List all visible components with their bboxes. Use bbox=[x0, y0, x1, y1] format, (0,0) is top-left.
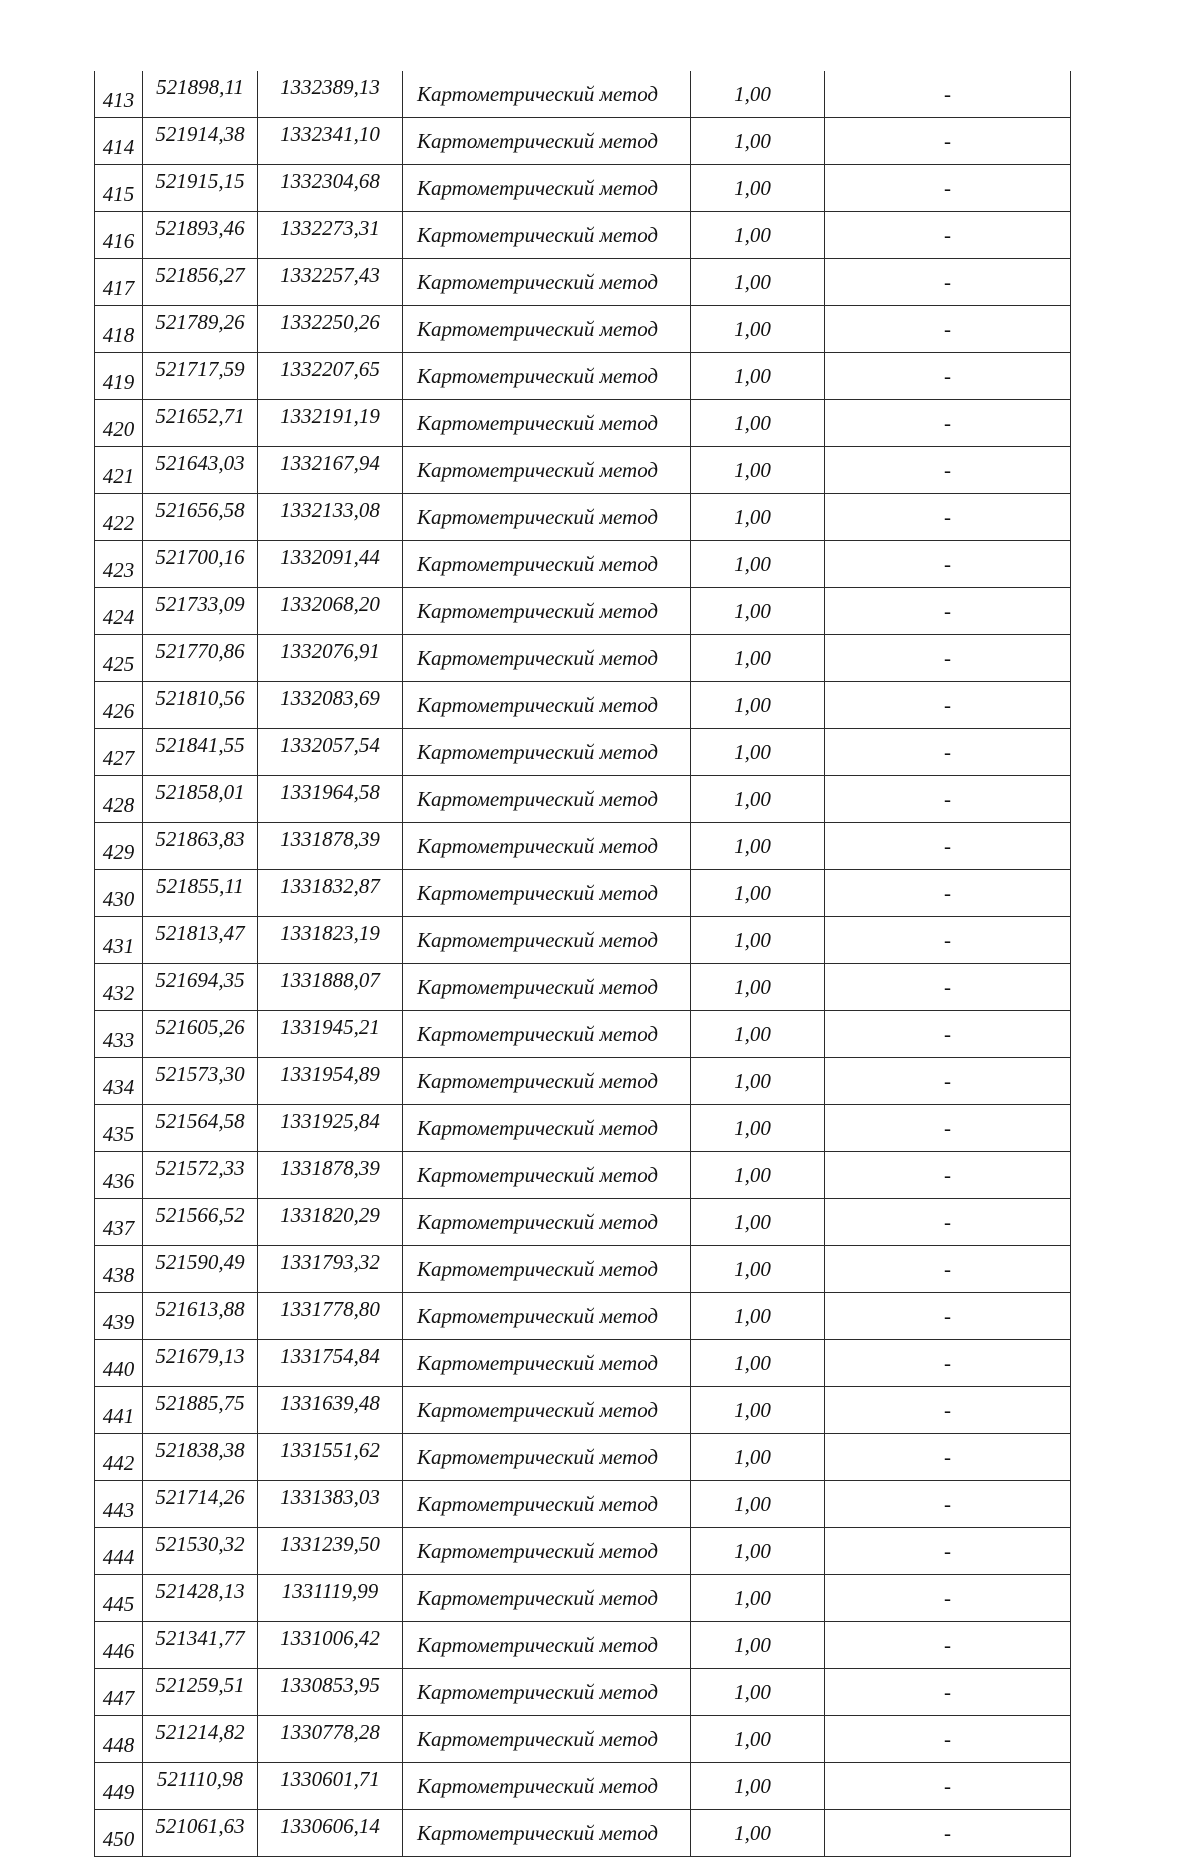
x-coordinate-cell: 521530,32 bbox=[143, 1528, 258, 1575]
y-coordinate-cell: 1331383,03 bbox=[258, 1481, 403, 1528]
point-number-cell: 432 bbox=[95, 964, 143, 1011]
y-coordinate-cell: 1331888,07 bbox=[258, 964, 403, 1011]
precision-cell: 1,00 bbox=[691, 306, 825, 353]
y-coordinate-cell: 1330778,28 bbox=[258, 1716, 403, 1763]
description-cell: - bbox=[825, 1528, 1071, 1575]
table-row bbox=[95, 870, 1071, 917]
method-cell: Картометрический метод bbox=[403, 1199, 691, 1246]
description-cell: - bbox=[825, 118, 1071, 165]
method-cell: Картометрический метод bbox=[403, 635, 691, 682]
method-cell: Картометрический метод bbox=[403, 1434, 691, 1481]
method-cell: Картометрический метод bbox=[403, 259, 691, 306]
precision-cell: 1,00 bbox=[691, 1199, 825, 1246]
precision-cell: 1,00 bbox=[691, 541, 825, 588]
method-cell: Картометрический метод bbox=[403, 776, 691, 823]
y-coordinate-cell: 1332076,91 bbox=[258, 635, 403, 682]
description-cell: - bbox=[825, 1481, 1071, 1528]
x-coordinate-cell: 521893,46 bbox=[143, 212, 258, 259]
x-coordinate-cell: 521700,16 bbox=[143, 541, 258, 588]
point-number-cell: 439 bbox=[95, 1293, 143, 1340]
precision-cell: 1,00 bbox=[691, 635, 825, 682]
table-row bbox=[95, 917, 1071, 964]
table-row bbox=[95, 1716, 1071, 1763]
precision-cell: 1,00 bbox=[691, 588, 825, 635]
x-coordinate-cell: 521813,47 bbox=[143, 917, 258, 964]
point-number-cell: 441 bbox=[95, 1387, 143, 1434]
x-coordinate-cell: 521613,88 bbox=[143, 1293, 258, 1340]
description-cell: - bbox=[825, 447, 1071, 494]
x-coordinate-cell: 521643,03 bbox=[143, 447, 258, 494]
y-coordinate-cell: 1332304,68 bbox=[258, 165, 403, 212]
y-coordinate-cell: 1331878,39 bbox=[258, 1152, 403, 1199]
table-row bbox=[95, 212, 1071, 259]
precision-cell: 1,00 bbox=[691, 1340, 825, 1387]
method-cell: Картометрический метод bbox=[403, 1152, 691, 1199]
y-coordinate-cell: 1331754,84 bbox=[258, 1340, 403, 1387]
method-cell: Картометрический метод bbox=[403, 870, 691, 917]
description-cell: - bbox=[825, 494, 1071, 541]
description-cell: - bbox=[825, 1575, 1071, 1622]
precision-cell: 1,00 bbox=[691, 1810, 825, 1857]
y-coordinate-cell: 1332207,65 bbox=[258, 353, 403, 400]
x-coordinate-cell: 521566,52 bbox=[143, 1199, 258, 1246]
x-coordinate-cell: 521733,09 bbox=[143, 588, 258, 635]
x-coordinate-cell: 521341,77 bbox=[143, 1622, 258, 1669]
description-cell: - bbox=[825, 1810, 1071, 1857]
precision-cell: 1,00 bbox=[691, 1528, 825, 1575]
description-cell: - bbox=[825, 212, 1071, 259]
table-row bbox=[95, 165, 1071, 212]
y-coordinate-cell: 1332250,26 bbox=[258, 306, 403, 353]
precision-cell: 1,00 bbox=[691, 1011, 825, 1058]
point-number-cell: 423 bbox=[95, 541, 143, 588]
description-cell: - bbox=[825, 635, 1071, 682]
point-number-cell: 430 bbox=[95, 870, 143, 917]
x-coordinate-cell: 521914,38 bbox=[143, 118, 258, 165]
description-cell: - bbox=[825, 1716, 1071, 1763]
point-number-cell: 416 bbox=[95, 212, 143, 259]
point-number-cell: 446 bbox=[95, 1622, 143, 1669]
x-coordinate-cell: 521770,86 bbox=[143, 635, 258, 682]
table-row bbox=[95, 1058, 1071, 1105]
x-coordinate-cell: 521061,63 bbox=[143, 1810, 258, 1857]
point-number-cell: 444 bbox=[95, 1528, 143, 1575]
table-row bbox=[95, 1387, 1071, 1434]
table-row bbox=[95, 71, 1071, 118]
y-coordinate-cell: 1332083,69 bbox=[258, 682, 403, 729]
description-cell: - bbox=[825, 71, 1071, 118]
point-number-cell: 434 bbox=[95, 1058, 143, 1105]
point-number-cell: 421 bbox=[95, 447, 143, 494]
y-coordinate-cell: 1332057,54 bbox=[258, 729, 403, 776]
precision-cell: 1,00 bbox=[691, 682, 825, 729]
y-coordinate-cell: 1332273,31 bbox=[258, 212, 403, 259]
method-cell: Картометрический метод bbox=[403, 447, 691, 494]
x-coordinate-cell: 521789,26 bbox=[143, 306, 258, 353]
method-cell: Картометрический метод bbox=[403, 494, 691, 541]
description-cell: - bbox=[825, 1669, 1071, 1716]
point-number-cell: 450 bbox=[95, 1810, 143, 1857]
point-number-cell: 419 bbox=[95, 353, 143, 400]
precision-cell: 1,00 bbox=[691, 1058, 825, 1105]
description-cell: - bbox=[825, 1340, 1071, 1387]
description-cell: - bbox=[825, 964, 1071, 1011]
method-cell: Картометрический метод bbox=[403, 1011, 691, 1058]
precision-cell: 1,00 bbox=[691, 1387, 825, 1434]
description-cell: - bbox=[825, 823, 1071, 870]
x-coordinate-cell: 521915,15 bbox=[143, 165, 258, 212]
precision-cell: 1,00 bbox=[691, 212, 825, 259]
x-coordinate-cell: 521838,38 bbox=[143, 1434, 258, 1481]
precision-cell: 1,00 bbox=[691, 1575, 825, 1622]
table-row bbox=[95, 494, 1071, 541]
y-coordinate-cell: 1331823,19 bbox=[258, 917, 403, 964]
description-cell: - bbox=[825, 1387, 1071, 1434]
table-row bbox=[95, 1011, 1071, 1058]
method-cell: Картометрический метод bbox=[403, 917, 691, 964]
method-cell: Картометрический метод bbox=[403, 1340, 691, 1387]
x-coordinate-cell: 521428,13 bbox=[143, 1575, 258, 1622]
precision-cell: 1,00 bbox=[691, 1105, 825, 1152]
description-cell: - bbox=[825, 1763, 1071, 1810]
x-coordinate-cell: 521885,75 bbox=[143, 1387, 258, 1434]
y-coordinate-cell: 1331925,84 bbox=[258, 1105, 403, 1152]
point-number-cell: 435 bbox=[95, 1105, 143, 1152]
point-number-cell: 443 bbox=[95, 1481, 143, 1528]
description-cell: - bbox=[825, 353, 1071, 400]
point-number-cell: 418 bbox=[95, 306, 143, 353]
method-cell: Картометрический метод bbox=[403, 1622, 691, 1669]
y-coordinate-cell: 1331551,62 bbox=[258, 1434, 403, 1481]
table-row bbox=[95, 447, 1071, 494]
precision-cell: 1,00 bbox=[691, 1246, 825, 1293]
x-coordinate-cell: 521714,26 bbox=[143, 1481, 258, 1528]
coordinates-table bbox=[94, 71, 1071, 1857]
y-coordinate-cell: 1331778,80 bbox=[258, 1293, 403, 1340]
method-cell: Картометрический метод bbox=[403, 1810, 691, 1857]
description-cell: - bbox=[825, 588, 1071, 635]
y-coordinate-cell: 1330601,71 bbox=[258, 1763, 403, 1810]
y-coordinate-cell: 1331954,89 bbox=[258, 1058, 403, 1105]
method-cell: Картометрический метод bbox=[403, 1105, 691, 1152]
y-coordinate-cell: 1330853,95 bbox=[258, 1669, 403, 1716]
point-number-cell: 429 bbox=[95, 823, 143, 870]
precision-cell: 1,00 bbox=[691, 400, 825, 447]
method-cell: Картометрический метод bbox=[403, 1387, 691, 1434]
description-cell: - bbox=[825, 259, 1071, 306]
x-coordinate-cell: 521573,30 bbox=[143, 1058, 258, 1105]
table-row bbox=[95, 1622, 1071, 1669]
x-coordinate-cell: 521810,56 bbox=[143, 682, 258, 729]
table-row bbox=[95, 1293, 1071, 1340]
description-cell: - bbox=[825, 400, 1071, 447]
point-number-cell: 426 bbox=[95, 682, 143, 729]
description-cell: - bbox=[825, 729, 1071, 776]
y-coordinate-cell: 1331119,99 bbox=[258, 1575, 403, 1622]
coordinates-table-body bbox=[95, 71, 1071, 1857]
point-number-cell: 424 bbox=[95, 588, 143, 635]
y-coordinate-cell: 1332341,10 bbox=[258, 118, 403, 165]
y-coordinate-cell: 1332389,13 bbox=[258, 71, 403, 118]
precision-cell: 1,00 bbox=[691, 1481, 825, 1528]
method-cell: Картометрический метод bbox=[403, 1058, 691, 1105]
method-cell: Картометрический метод bbox=[403, 1763, 691, 1810]
y-coordinate-cell: 1331793,32 bbox=[258, 1246, 403, 1293]
precision-cell: 1,00 bbox=[691, 71, 825, 118]
point-number-cell: 447 bbox=[95, 1669, 143, 1716]
method-cell: Картометрический метод bbox=[403, 823, 691, 870]
precision-cell: 1,00 bbox=[691, 353, 825, 400]
y-coordinate-cell: 1331820,29 bbox=[258, 1199, 403, 1246]
y-coordinate-cell: 1331239,50 bbox=[258, 1528, 403, 1575]
point-number-cell: 415 bbox=[95, 165, 143, 212]
x-coordinate-cell: 521110,98 bbox=[143, 1763, 258, 1810]
point-number-cell: 425 bbox=[95, 635, 143, 682]
description-cell: - bbox=[825, 541, 1071, 588]
table-row bbox=[95, 1575, 1071, 1622]
precision-cell: 1,00 bbox=[691, 1716, 825, 1763]
precision-cell: 1,00 bbox=[691, 729, 825, 776]
method-cell: Картометрический метод bbox=[403, 682, 691, 729]
method-cell: Картометрический метод bbox=[403, 729, 691, 776]
y-coordinate-cell: 1331945,21 bbox=[258, 1011, 403, 1058]
table-row bbox=[95, 1669, 1071, 1716]
precision-cell: 1,00 bbox=[691, 1293, 825, 1340]
y-coordinate-cell: 1331832,87 bbox=[258, 870, 403, 917]
x-coordinate-cell: 521679,13 bbox=[143, 1340, 258, 1387]
description-cell: - bbox=[825, 917, 1071, 964]
method-cell: Картометрический метод bbox=[403, 588, 691, 635]
x-coordinate-cell: 521855,11 bbox=[143, 870, 258, 917]
table-row bbox=[95, 306, 1071, 353]
table-row bbox=[95, 1199, 1071, 1246]
x-coordinate-cell: 521694,35 bbox=[143, 964, 258, 1011]
method-cell: Картометрический метод bbox=[403, 71, 691, 118]
precision-cell: 1,00 bbox=[691, 259, 825, 306]
precision-cell: 1,00 bbox=[691, 494, 825, 541]
table-row bbox=[95, 1434, 1071, 1481]
y-coordinate-cell: 1331964,58 bbox=[258, 776, 403, 823]
point-number-cell: 448 bbox=[95, 1716, 143, 1763]
x-coordinate-cell: 521605,26 bbox=[143, 1011, 258, 1058]
table-row bbox=[95, 1528, 1071, 1575]
point-number-cell: 437 bbox=[95, 1199, 143, 1246]
table-row bbox=[95, 1810, 1071, 1857]
table-row bbox=[95, 1763, 1071, 1810]
table-row bbox=[95, 541, 1071, 588]
precision-cell: 1,00 bbox=[691, 917, 825, 964]
method-cell: Картометрический метод bbox=[403, 353, 691, 400]
precision-cell: 1,00 bbox=[691, 870, 825, 917]
table-row bbox=[95, 353, 1071, 400]
table-row bbox=[95, 635, 1071, 682]
point-number-cell: 438 bbox=[95, 1246, 143, 1293]
table-row bbox=[95, 776, 1071, 823]
y-coordinate-cell: 1332167,94 bbox=[258, 447, 403, 494]
precision-cell: 1,00 bbox=[691, 1622, 825, 1669]
point-number-cell: 445 bbox=[95, 1575, 143, 1622]
method-cell: Картометрический метод bbox=[403, 118, 691, 165]
method-cell: Картометрический метод bbox=[403, 541, 691, 588]
point-number-cell: 417 bbox=[95, 259, 143, 306]
y-coordinate-cell: 1331878,39 bbox=[258, 823, 403, 870]
precision-cell: 1,00 bbox=[691, 1669, 825, 1716]
y-coordinate-cell: 1331639,48 bbox=[258, 1387, 403, 1434]
method-cell: Картометрический метод bbox=[403, 1716, 691, 1763]
point-number-cell: 442 bbox=[95, 1434, 143, 1481]
description-cell: - bbox=[825, 1152, 1071, 1199]
table-row bbox=[95, 1152, 1071, 1199]
description-cell: - bbox=[825, 1058, 1071, 1105]
description-cell: - bbox=[825, 682, 1071, 729]
y-coordinate-cell: 1332068,20 bbox=[258, 588, 403, 635]
point-number-cell: 422 bbox=[95, 494, 143, 541]
point-number-cell: 420 bbox=[95, 400, 143, 447]
method-cell: Картометрический метод bbox=[403, 1528, 691, 1575]
point-number-cell: 428 bbox=[95, 776, 143, 823]
y-coordinate-cell: 1332091,44 bbox=[258, 541, 403, 588]
table-row bbox=[95, 1340, 1071, 1387]
x-coordinate-cell: 521652,71 bbox=[143, 400, 258, 447]
point-number-cell: 449 bbox=[95, 1763, 143, 1810]
x-coordinate-cell: 521564,58 bbox=[143, 1105, 258, 1152]
table-row bbox=[95, 729, 1071, 776]
description-cell: - bbox=[825, 1622, 1071, 1669]
table-row bbox=[95, 118, 1071, 165]
x-coordinate-cell: 521590,49 bbox=[143, 1246, 258, 1293]
precision-cell: 1,00 bbox=[691, 823, 825, 870]
x-coordinate-cell: 521863,83 bbox=[143, 823, 258, 870]
description-cell: - bbox=[825, 1199, 1071, 1246]
x-coordinate-cell: 521717,59 bbox=[143, 353, 258, 400]
point-number-cell: 431 bbox=[95, 917, 143, 964]
description-cell: - bbox=[825, 1293, 1071, 1340]
description-cell: - bbox=[825, 776, 1071, 823]
precision-cell: 1,00 bbox=[691, 118, 825, 165]
method-cell: Картометрический метод bbox=[403, 306, 691, 353]
precision-cell: 1,00 bbox=[691, 776, 825, 823]
method-cell: Картометрический метод bbox=[403, 1293, 691, 1340]
table-row bbox=[95, 823, 1071, 870]
table-row bbox=[95, 259, 1071, 306]
precision-cell: 1,00 bbox=[691, 165, 825, 212]
table-row bbox=[95, 964, 1071, 1011]
table-row bbox=[95, 1105, 1071, 1152]
table-row bbox=[95, 1246, 1071, 1293]
point-number-cell: 440 bbox=[95, 1340, 143, 1387]
description-cell: - bbox=[825, 1246, 1071, 1293]
method-cell: Картометрический метод bbox=[403, 1481, 691, 1528]
precision-cell: 1,00 bbox=[691, 1434, 825, 1481]
description-cell: - bbox=[825, 1105, 1071, 1152]
y-coordinate-cell: 1332257,43 bbox=[258, 259, 403, 306]
x-coordinate-cell: 521856,27 bbox=[143, 259, 258, 306]
table-row bbox=[95, 588, 1071, 635]
description-cell: - bbox=[825, 1011, 1071, 1058]
x-coordinate-cell: 521656,58 bbox=[143, 494, 258, 541]
x-coordinate-cell: 521841,55 bbox=[143, 729, 258, 776]
table-row bbox=[95, 1481, 1071, 1528]
point-number-cell: 433 bbox=[95, 1011, 143, 1058]
precision-cell: 1,00 bbox=[691, 1763, 825, 1810]
x-coordinate-cell: 521214,82 bbox=[143, 1716, 258, 1763]
x-coordinate-cell: 521572,33 bbox=[143, 1152, 258, 1199]
precision-cell: 1,00 bbox=[691, 447, 825, 494]
table-row bbox=[95, 400, 1071, 447]
method-cell: Картометрический метод bbox=[403, 964, 691, 1011]
precision-cell: 1,00 bbox=[691, 964, 825, 1011]
description-cell: - bbox=[825, 1434, 1071, 1481]
point-number-cell: 427 bbox=[95, 729, 143, 776]
x-coordinate-cell: 521858,01 bbox=[143, 776, 258, 823]
method-cell: Картометрический метод bbox=[403, 212, 691, 259]
description-cell: - bbox=[825, 306, 1071, 353]
point-number-cell: 436 bbox=[95, 1152, 143, 1199]
point-number-cell: 413 bbox=[95, 71, 143, 118]
method-cell: Картометрический метод bbox=[403, 400, 691, 447]
method-cell: Картометрический метод bbox=[403, 165, 691, 212]
x-coordinate-cell: 521259,51 bbox=[143, 1669, 258, 1716]
description-cell: - bbox=[825, 165, 1071, 212]
y-coordinate-cell: 1332191,19 bbox=[258, 400, 403, 447]
table-row bbox=[95, 682, 1071, 729]
method-cell: Картометрический метод bbox=[403, 1246, 691, 1293]
x-coordinate-cell: 521898,11 bbox=[143, 71, 258, 118]
method-cell: Картометрический метод bbox=[403, 1669, 691, 1716]
y-coordinate-cell: 1330606,14 bbox=[258, 1810, 403, 1857]
description-cell: - bbox=[825, 870, 1071, 917]
precision-cell: 1,00 bbox=[691, 1152, 825, 1199]
method-cell: Картометрический метод bbox=[403, 1575, 691, 1622]
y-coordinate-cell: 1332133,08 bbox=[258, 494, 403, 541]
point-number-cell: 414 bbox=[95, 118, 143, 165]
y-coordinate-cell: 1331006,42 bbox=[258, 1622, 403, 1669]
